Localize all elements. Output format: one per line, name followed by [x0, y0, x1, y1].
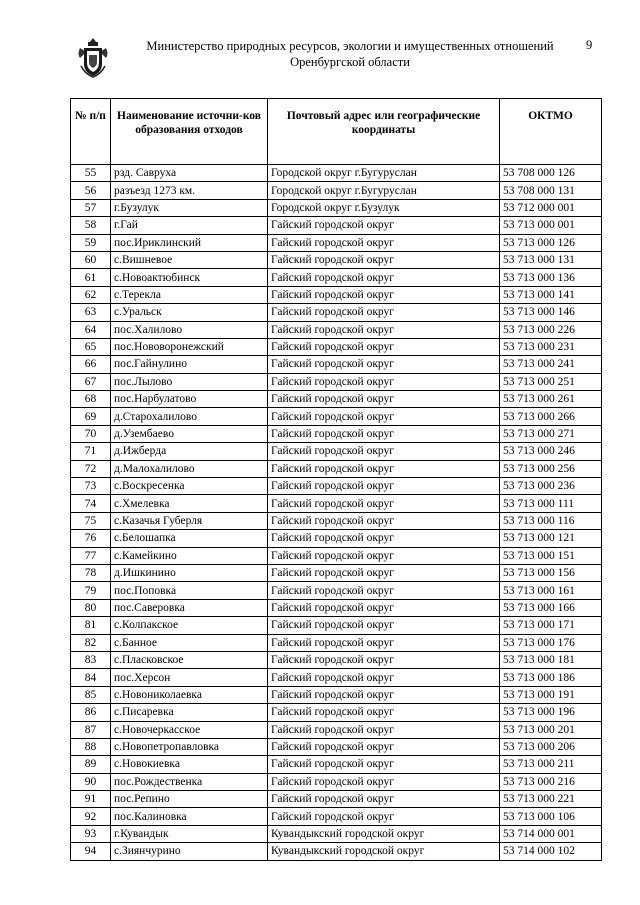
cell-address: Гайский городской округ: [268, 634, 500, 651]
cell-oktmo: 53 713 000 211: [500, 756, 602, 773]
cell-address: Гайский городской округ: [268, 443, 500, 460]
table-row: [71, 547, 602, 564]
cell-address: Гайский городской округ: [268, 756, 500, 773]
table-row: [71, 582, 602, 599]
table-row: [71, 165, 602, 182]
cell-address: Гайский городской округ: [268, 738, 500, 755]
cell-number: 58: [71, 217, 111, 234]
cell-number: 84: [71, 669, 111, 686]
table-row: [71, 495, 602, 512]
table-row: [71, 843, 602, 860]
cell-source-name: с.Казачья Губерля: [111, 512, 268, 529]
cell-address: Гайский городской округ: [268, 251, 500, 268]
cell-number: 55: [71, 165, 111, 182]
cell-number: 88: [71, 738, 111, 755]
table-row: [71, 530, 602, 547]
cell-oktmo: 53 713 000 156: [500, 564, 602, 581]
cell-number: 71: [71, 443, 111, 460]
cell-source-name: с.Уральск: [111, 304, 268, 321]
cell-oktmo: 53 713 000 151: [500, 547, 602, 564]
cell-source-name: с.Терекла: [111, 286, 268, 303]
cell-number: 80: [71, 599, 111, 616]
cell-source-name: пос.Поповка: [111, 582, 268, 599]
table-row: [71, 634, 602, 651]
cell-oktmo: 53 713 000 271: [500, 425, 602, 442]
cell-address: Гайский городской округ: [268, 686, 500, 703]
cell-oktmo: 53 713 000 001: [500, 217, 602, 234]
cell-oktmo: 53 713 000 186: [500, 669, 602, 686]
cell-oktmo: 53 714 000 102: [500, 843, 602, 860]
cell-oktmo: 53 713 000 116: [500, 512, 602, 529]
cell-number: 63: [71, 304, 111, 321]
cell-address: Гайский городской округ: [268, 530, 500, 547]
cell-address: Гайский городской округ: [268, 651, 500, 668]
cell-number: 72: [71, 460, 111, 477]
cell-source-name: с.Новопетропавловка: [111, 738, 268, 755]
cell-number: 76: [71, 530, 111, 547]
table-row: [71, 338, 602, 355]
cell-oktmo: 53 713 000 236: [500, 478, 602, 495]
cell-address: Гайский городской округ: [268, 460, 500, 477]
cell-source-name: пос.Калиновка: [111, 808, 268, 825]
cell-address: Городской округ г.Бугуруслан: [268, 165, 500, 182]
column-header-source-name: Наименование источни-ков образования отходов: [111, 99, 268, 165]
table-row: [71, 356, 602, 373]
cell-source-name: с.Банное: [111, 634, 268, 651]
cell-source-name: г.Кувандык: [111, 825, 268, 842]
cell-address: Гайский городской округ: [268, 286, 500, 303]
table-row: [71, 251, 602, 268]
table-row: [71, 199, 602, 216]
document-header: [125, 38, 575, 70]
cell-source-name: пос.Саверовка: [111, 599, 268, 616]
cell-address: Гайский городской округ: [268, 599, 500, 616]
cell-number: 75: [71, 512, 111, 529]
cell-number: 87: [71, 721, 111, 738]
table-row: [71, 669, 602, 686]
cell-number: 61: [71, 269, 111, 286]
cell-source-name: пос.Нарбулатово: [111, 391, 268, 408]
cell-source-name: пос.Ириклинский: [111, 234, 268, 251]
cell-address: Кувандыкский городской округ: [268, 825, 500, 842]
cell-oktmo: 53 713 000 176: [500, 634, 602, 651]
cell-source-name: д.Малохалилово: [111, 460, 268, 477]
cell-number: 60: [71, 251, 111, 268]
table-row: [71, 304, 602, 321]
cell-number: 64: [71, 321, 111, 338]
column-header-oktmo: ОКТМО: [500, 99, 602, 165]
cell-number: 94: [71, 843, 111, 860]
waste-sources-table: [70, 98, 602, 861]
cell-oktmo: 53 713 000 181: [500, 651, 602, 668]
cell-address: Гайский городской округ: [268, 704, 500, 721]
cell-number: 56: [71, 182, 111, 199]
cell-number: 91: [71, 791, 111, 808]
table-row: [71, 773, 602, 790]
cell-oktmo: 53 713 000 191: [500, 686, 602, 703]
table-row: [71, 738, 602, 755]
table-row: [71, 286, 602, 303]
cell-oktmo: 53 713 000 171: [500, 617, 602, 634]
cell-source-name: пос.Херсон: [111, 669, 268, 686]
cell-source-name: д.Ижберда: [111, 443, 268, 460]
column-header-number: № п/п: [71, 99, 111, 165]
cell-address: Гайский городской округ: [268, 234, 500, 251]
table-row: [71, 478, 602, 495]
cell-source-name: с.Пласковское: [111, 651, 268, 668]
cell-source-name: рзд. Савруха: [111, 165, 268, 182]
cell-address: Гайский городской округ: [268, 512, 500, 529]
cell-address: Гайский городской округ: [268, 217, 500, 234]
cell-source-name: г.Бузулук: [111, 199, 268, 216]
cell-oktmo: 53 713 000 246: [500, 443, 602, 460]
cell-address: Гайский городской округ: [268, 304, 500, 321]
table-row: [71, 391, 602, 408]
cell-address: Гайский городской округ: [268, 373, 500, 390]
table-row: [71, 599, 602, 616]
ministry-name-line2: Оренбургской области: [290, 55, 410, 69]
cell-address: Гайский городской округ: [268, 425, 500, 442]
cell-address: Гайский городской округ: [268, 495, 500, 512]
cell-source-name: с.Воскресенка: [111, 478, 268, 495]
cell-address: Гайский городской округ: [268, 408, 500, 425]
cell-oktmo: 53 713 000 261: [500, 391, 602, 408]
cell-number: 68: [71, 391, 111, 408]
cell-number: 59: [71, 234, 111, 251]
cell-number: 78: [71, 564, 111, 581]
table-row: [71, 825, 602, 842]
cell-oktmo: 53 713 000 241: [500, 356, 602, 373]
cell-source-name: с.Вишневое: [111, 251, 268, 268]
table-row: [71, 425, 602, 442]
cell-address: Гайский городской округ: [268, 269, 500, 286]
cell-oktmo: 53 708 000 131: [500, 182, 602, 199]
cell-number: 73: [71, 478, 111, 495]
cell-source-name: с.Хмелевка: [111, 495, 268, 512]
cell-oktmo: 53 713 000 136: [500, 269, 602, 286]
cell-source-name: с.Новоактюбинск: [111, 269, 268, 286]
cell-number: 90: [71, 773, 111, 790]
column-header-address: Почтовый адрес или географические координаты: [268, 99, 500, 165]
table-row: [71, 443, 602, 460]
cell-oktmo: 53 713 000 226: [500, 321, 602, 338]
cell-oktmo: 53 713 000 146: [500, 304, 602, 321]
cell-oktmo: 53 712 000 001: [500, 199, 602, 216]
cell-source-name: с.Колпакское: [111, 617, 268, 634]
table-row: [71, 686, 602, 703]
table-row: [71, 756, 602, 773]
cell-oktmo: 53 713 000 256: [500, 460, 602, 477]
cell-address: Гайский городской округ: [268, 338, 500, 355]
cell-source-name: с.Новокиевка: [111, 756, 268, 773]
cell-address: Гайский городской округ: [268, 321, 500, 338]
table-row: [71, 512, 602, 529]
table-row: [71, 373, 602, 390]
cell-number: 83: [71, 651, 111, 668]
cell-source-name: пос.Гайнулино: [111, 356, 268, 373]
coat-of-arms-icon: [76, 36, 110, 78]
cell-number: 57: [71, 199, 111, 216]
cell-number: 89: [71, 756, 111, 773]
cell-source-name: пос.Халилово: [111, 321, 268, 338]
table-row: [71, 617, 602, 634]
cell-source-name: с.Белошапка: [111, 530, 268, 547]
cell-number: 93: [71, 825, 111, 842]
cell-oktmo: 53 713 000 106: [500, 808, 602, 825]
table-row: [71, 408, 602, 425]
ministry-name-line1: Министерство природных ресурсов, экологии и имущественных отношений: [146, 39, 554, 53]
cell-source-name: с.Зиянчурино: [111, 843, 268, 860]
cell-oktmo: 53 708 000 126: [500, 165, 602, 182]
cell-address: Гайский городской округ: [268, 547, 500, 564]
cell-oktmo: 53 713 000 166: [500, 599, 602, 616]
cell-oktmo: 53 713 000 251: [500, 373, 602, 390]
table-row: [71, 791, 602, 808]
cell-address: Гайский городской округ: [268, 808, 500, 825]
cell-source-name: пос.Рождественка: [111, 773, 268, 790]
page-number: 9: [586, 38, 593, 52]
cell-address: Гайский городской округ: [268, 478, 500, 495]
cell-address: Гайский городской округ: [268, 564, 500, 581]
cell-address: Городской округ г.Бугуруслан: [268, 182, 500, 199]
cell-number: 82: [71, 634, 111, 651]
table-row: [71, 460, 602, 477]
cell-source-name: с.Камейкино: [111, 547, 268, 564]
cell-source-name: д.Узембаево: [111, 425, 268, 442]
cell-number: 86: [71, 704, 111, 721]
cell-number: 81: [71, 617, 111, 634]
cell-source-name: д.Ишкинино: [111, 564, 268, 581]
table-header-row: [71, 99, 602, 165]
cell-source-name: с.Писаревка: [111, 704, 268, 721]
cell-oktmo: 53 713 000 111: [500, 495, 602, 512]
cell-oktmo: 53 714 000 001: [500, 825, 602, 842]
cell-address: Гайский городской округ: [268, 617, 500, 634]
cell-oktmo: 53 713 000 141: [500, 286, 602, 303]
table-row: [71, 269, 602, 286]
cell-oktmo: 53 713 000 126: [500, 234, 602, 251]
cell-number: 62: [71, 286, 111, 303]
cell-oktmo: 53 713 000 121: [500, 530, 602, 547]
cell-address: Гайский городской округ: [268, 356, 500, 373]
cell-number: 77: [71, 547, 111, 564]
cell-number: 74: [71, 495, 111, 512]
cell-oktmo: 53 713 000 196: [500, 704, 602, 721]
cell-oktmo: 53 713 000 201: [500, 721, 602, 738]
cell-oktmo: 53 713 000 161: [500, 582, 602, 599]
cell-address: Гайский городской округ: [268, 582, 500, 599]
table-row: [71, 182, 602, 199]
cell-oktmo: 53 713 000 206: [500, 738, 602, 755]
table-row: [71, 721, 602, 738]
cell-source-name: пос.Репино: [111, 791, 268, 808]
cell-address: Гайский городской округ: [268, 791, 500, 808]
cell-source-name: д.Старохалилово: [111, 408, 268, 425]
cell-number: 85: [71, 686, 111, 703]
cell-address: Гайский городской округ: [268, 773, 500, 790]
cell-source-name: пос.Лылово: [111, 373, 268, 390]
cell-oktmo: 53 713 000 266: [500, 408, 602, 425]
table-row: [71, 651, 602, 668]
cell-source-name: разъезд 1273 км.: [111, 182, 268, 199]
cell-number: 69: [71, 408, 111, 425]
cell-source-name: г.Гай: [111, 217, 268, 234]
table-row: [71, 234, 602, 251]
cell-number: 70: [71, 425, 111, 442]
cell-oktmo: 53 713 000 131: [500, 251, 602, 268]
cell-number: 92: [71, 808, 111, 825]
cell-address: Кувандыкский городской округ: [268, 843, 500, 860]
cell-address: Гайский городской округ: [268, 669, 500, 686]
cell-address: Городской округ г.Бузулук: [268, 199, 500, 216]
cell-number: 79: [71, 582, 111, 599]
cell-source-name: с.Новониколаевка: [111, 686, 268, 703]
cell-number: 65: [71, 338, 111, 355]
table-row: [71, 808, 602, 825]
table-row: [71, 564, 602, 581]
cell-number: 66: [71, 356, 111, 373]
table-row: [71, 321, 602, 338]
cell-address: Гайский городской округ: [268, 391, 500, 408]
table-row: [71, 217, 602, 234]
cell-address: Гайский городской округ: [268, 721, 500, 738]
cell-oktmo: 53 713 000 216: [500, 773, 602, 790]
table-row: [71, 704, 602, 721]
cell-source-name: пос.Нововоронежский: [111, 338, 268, 355]
cell-oktmo: 53 713 000 231: [500, 338, 602, 355]
cell-oktmo: 53 713 000 221: [500, 791, 602, 808]
cell-number: 67: [71, 373, 111, 390]
cell-source-name: с.Новочеркасское: [111, 721, 268, 738]
